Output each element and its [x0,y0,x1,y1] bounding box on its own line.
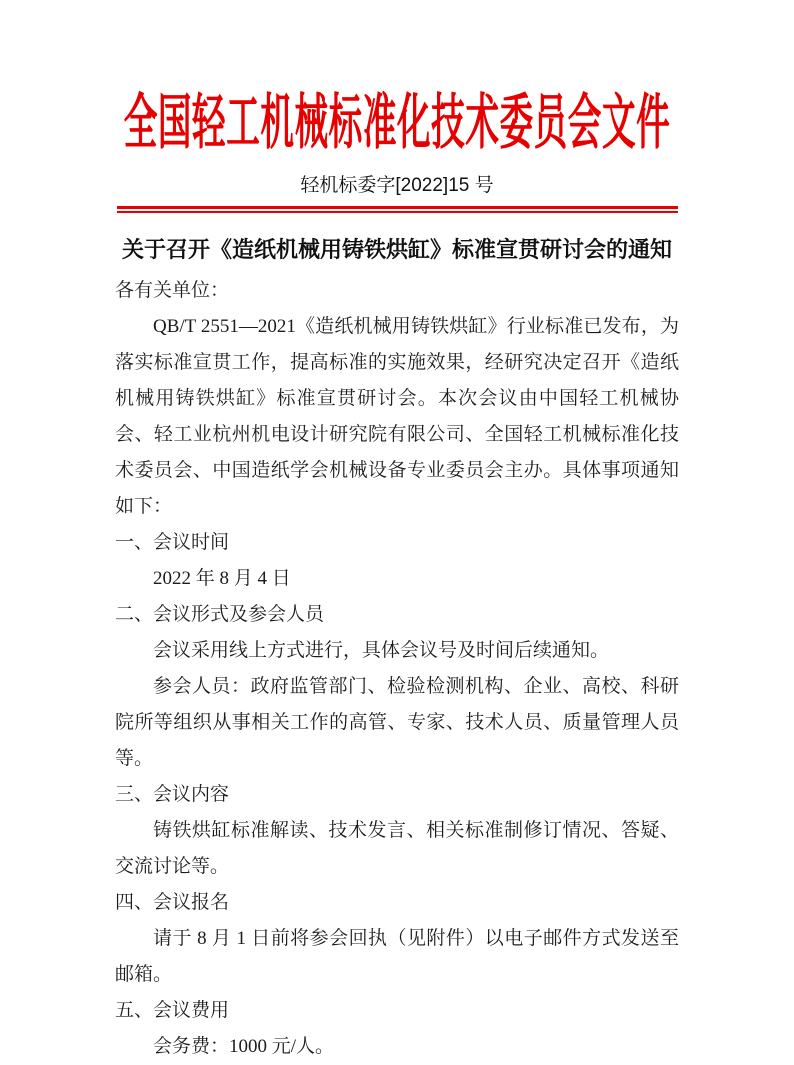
salutation: 各有关单位： [115,280,230,301]
section-paragraph: 铸铁烘缸标准解读、技术发言、相关标准制修订情况、答疑、交流讨论等。 [115,820,679,877]
document-number: 轻机标委字[2022]15 号 [300,175,494,196]
section-paragraph: 会务费：1000 元/人。 [153,1036,335,1057]
section-paragraph: 会议采用线上方式进行，具体会议号及时间后续通知。 [153,640,610,661]
notice-text [115,273,679,1065]
org-title [0,86,794,160]
section-title-meeting-format: 二、会议形式及参会人员 [115,604,325,625]
section-title-meeting-content: 三、会议内容 [115,784,230,805]
section-paragraph: 请于 8 月 1 日前将参会回执（见附件）以电子邮件方式发送至邮箱。 [115,928,679,985]
letterhead [0,0,794,213]
intro-paragraph: QB/T 2551—2021《造纸机械用铸铁烘缸》行业标准已发布，为落实标准宣贯工作，提高标准的实施效果，经研究决定召开《造纸机械用铸铁烘缸》标准宣贯研讨会。本次会议由中国轻工机械协会、轻工业杭州机电设计研究院有限公司、全国轻工机械标准化技术委员会、中国造纸学会机械设备专业委员会主办。具体事项通知如下： [115,316,679,517]
red-divider [117,206,678,213]
org-title-text: 全国轻工机械标准化技术委员会文件 [123,90,671,156]
notice-body [115,213,679,1065]
section-paragraph: 2022 年 8 月 4 日 [153,568,291,589]
section-title-meeting-time: 一、会议时间 [115,532,230,553]
section-title-registration: 四、会议报名 [115,892,230,913]
notice-heading: 关于召开《造纸机械用铸铁烘缸》标准宣贯研讨会的通知 [121,237,672,262]
section-title-fees: 五、会议费用 [115,1000,230,1021]
section-paragraph: 参会人员：政府监管部门、检验检测机构、企业、高校、科研院所等组织从事相关工作的高管、专家、技术人员、质量管理人员等。 [115,676,679,769]
